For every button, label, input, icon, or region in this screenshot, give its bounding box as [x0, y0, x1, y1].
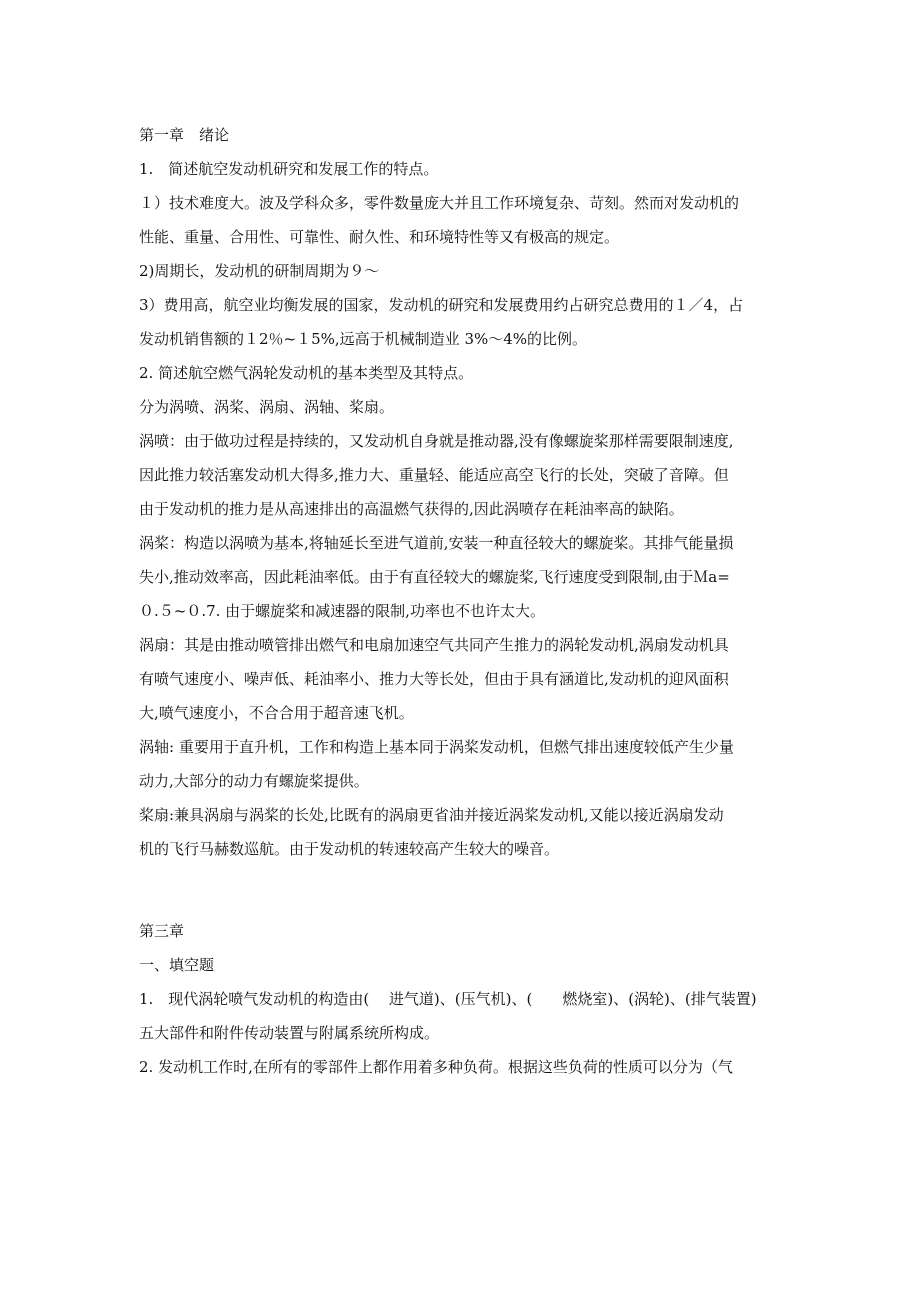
chapter-1-heading: 第一章 绪论: [139, 126, 230, 144]
propfan-line-2: 机的飞行马赫数巡航。由于发动机的转速较高产生较大的噪音。: [139, 840, 560, 858]
turbojet-line-1: 涡喷：由于做功过程是持续的，又发动机自身就是推动器,没有像螺旋桨那样需要限制速度,: [139, 432, 734, 450]
section-1-heading: 一、填空题: [139, 956, 215, 974]
turboprop-line-1: 涡桨：构造以涡喷为基本,将轴延长至进气道前,安装一种直径较大的螺旋桨。其排气能量损: [139, 534, 734, 552]
section-spacer: [139, 866, 787, 914]
turbofan-line-2: 有喷气速度小、噪声低、耗油率小、推力大等长处，但由于具有涵道比,发动机的迎风面积: [139, 670, 729, 688]
turbofan-line-1: 涡扇：其是由推动喷管排出燃气和电扇加速空气共同产生推力的涡轮发动机,涡扇发动机具: [139, 636, 729, 654]
fill-question-1-line-1: 1. 现代涡轮喷气发动机的构造由( 进气道)、(压气机)、( 燃烧室)、(涡轮)、(排气装置): [139, 990, 757, 1008]
turboprop-line-2: 失小,推动效率高，因此耗油率低。由于有直径较大的螺旋桨,飞行速度受到限制,由于Ｍa=: [139, 568, 730, 586]
turbojet-line-2: 因此推力较活塞发动机大得多,推力大、重量轻、能适应高空飞行的长处，突破了音障。但: [139, 466, 729, 484]
question-1-title: 1. 简述航空发动机研究和发展工作的特点。: [139, 160, 439, 178]
q1-point-3-line-2: 发动机销售额的１2％~１5%,远高于机械制造业 3%～4%的比例。: [139, 330, 588, 348]
turbojet-line-3: 由于发动机的推力是从高速排出的高温燃气获得的,因此涡喷存在耗油率高的缺陷。: [139, 500, 684, 518]
document-body: [139, 118, 787, 1084]
question-2-title: 2. 简述航空燃气涡轮发动机的基本类型及其特点。: [139, 364, 474, 382]
turboprop-line-3: ０.５~０.7. 由于螺旋桨和减速器的限制,功率也不也许太大。: [139, 602, 545, 620]
turbofan-line-3: 大,喷气速度小，不合合用于超音速飞机。: [139, 704, 414, 722]
turboshaft-line-1: 涡轴: 重要用于直升机，工作和构造上基本同于涡桨发动机，但燃气排出速度较低产生少量: [139, 738, 734, 756]
chapter-3-heading: 第三章: [139, 922, 185, 940]
fill-question-2-line-1: 2. 发动机工作时,在所有的零部件上都作用着多种负荷。根据这些负荷的性质可以分为（气: [139, 1058, 733, 1076]
q2-intro: 分为涡喷、涡桨、涡扇、涡轴、桨扇。: [139, 398, 395, 416]
q1-point-1-line-2: 性能、重量、合用性、可靠性、耐久性、和环境特性等又有极高的规定。: [139, 228, 620, 246]
propfan-line-1: 桨扇:兼具涡扇与涡桨的长处,比既有的涡扇更省油并接近涡桨发动机,又能以接近涡扇发动: [139, 806, 724, 824]
q1-point-1-line-1: １）技术难度大。波及学科众多，零件数量庞大并且工作环境复杂、苛刻。然而对发动机的: [139, 194, 740, 212]
q1-point-2: 2)周期长，发动机的研制周期为９～: [139, 262, 380, 280]
q1-point-3-line-1: 3）费用高，航空业均衡发展的国家，发动机的研究和发展费用约占研究总费用的１／4，占: [139, 296, 744, 314]
turboshaft-line-2: 动力,大部分的动力有螺旋桨提供。: [139, 772, 369, 790]
fill-question-1-line-2: 五大部件和附件传动装置与附属系统所构成。: [139, 1024, 440, 1042]
